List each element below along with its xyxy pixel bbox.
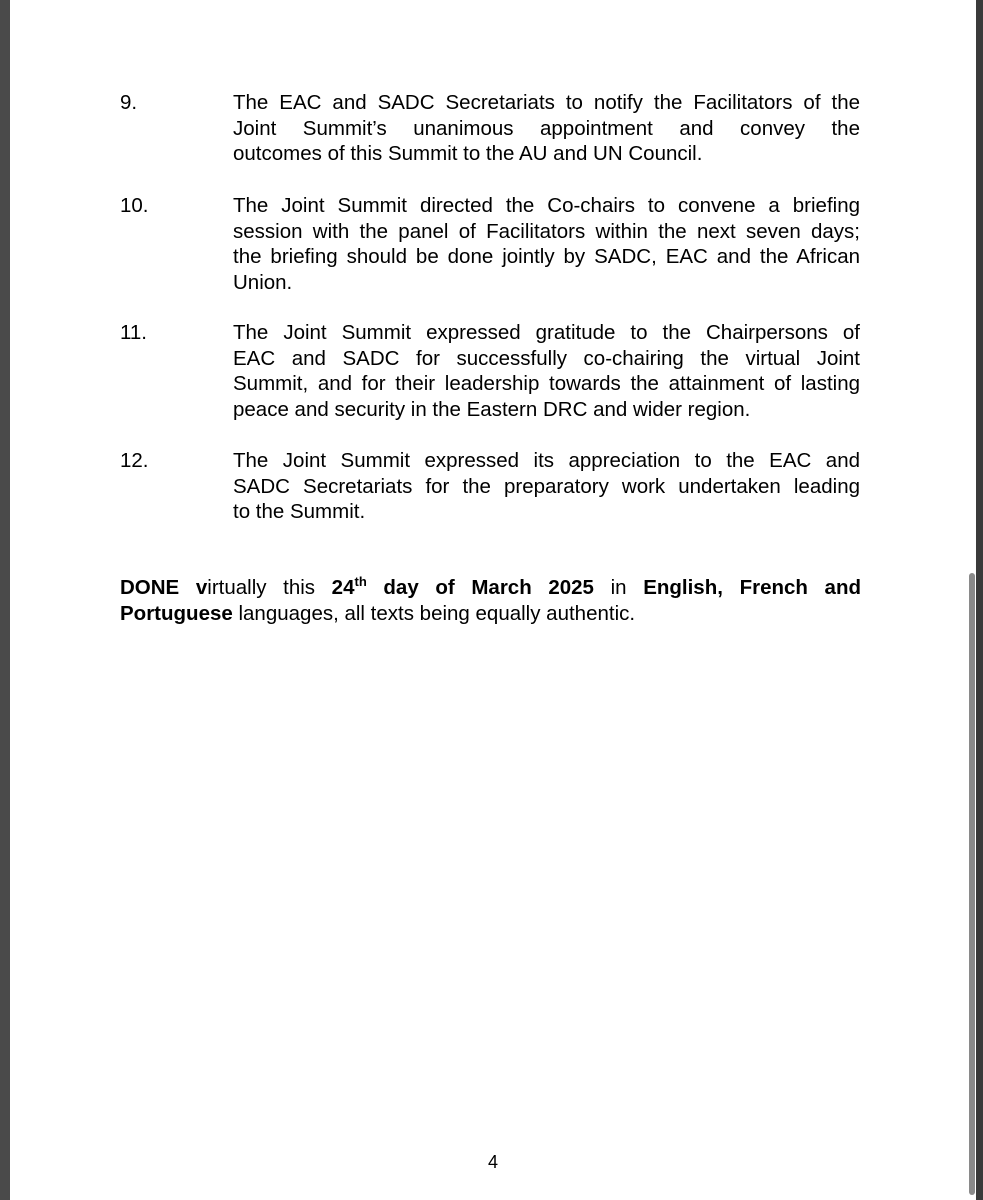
text-line: peace and security in the Eastern DRC and wider region. bbox=[233, 397, 751, 421]
item-text bbox=[233, 90, 860, 167]
item-text bbox=[233, 320, 860, 422]
text-line: session with the panel of Facilitators within the next seven days; bbox=[233, 219, 860, 243]
text-line: to the Summit. bbox=[233, 500, 366, 523]
text-line: SADC Secretariats for the preparatory work undertaken leading bbox=[233, 474, 860, 498]
document-page bbox=[10, 0, 976, 1200]
closing-line-1: DONE virtually this 24th day of March 2025 in English, French and bbox=[120, 574, 861, 599]
text-line: EAC and SADC for successfully co-chairing the virtual Joint bbox=[233, 346, 860, 370]
text-line: Summit, and for their leadership towards the attainment of lasting bbox=[233, 372, 860, 395]
page-number: 4 bbox=[487, 1152, 498, 1172]
text-line: Union. bbox=[233, 270, 293, 294]
text-line: the briefing should be done jointly by SADC, EAC and the African bbox=[233, 245, 860, 268]
text-line: Joint Summit’s unanimous appointment and convey the bbox=[233, 116, 860, 140]
closing-statement bbox=[120, 575, 861, 626]
text-line: The EAC and SADC Secretariats to notify the Facilitators of the bbox=[233, 91, 860, 114]
vertical-scrollbar[interactable] bbox=[969, 573, 975, 1195]
closing-line-2: Portuguese languages, all texts being equally authentic. bbox=[120, 601, 636, 625]
text-line: The Joint Summit directed the Co-chairs to convene a briefing bbox=[233, 194, 860, 217]
text-line: The Joint Summit expressed gratitude to the Chairpersons of bbox=[233, 321, 860, 344]
item-text bbox=[233, 193, 860, 295]
item-number: 12. bbox=[120, 449, 149, 472]
item-number: 9. bbox=[120, 91, 138, 114]
text-line: The Joint Summit expressed its appreciation to the EAC and bbox=[233, 449, 860, 472]
viewer-left-edge bbox=[0, 0, 10, 1200]
text-line: outcomes of this Summit to the AU and UN Council. bbox=[233, 142, 703, 165]
item-number: 10. bbox=[120, 194, 149, 217]
item-number: 11. bbox=[120, 321, 147, 344]
item-text bbox=[233, 448, 860, 525]
